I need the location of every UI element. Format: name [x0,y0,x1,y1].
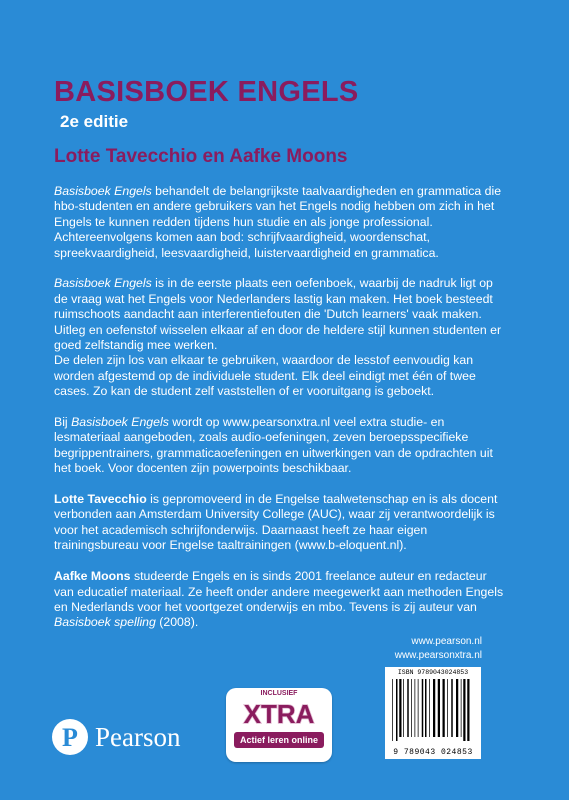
barcode-bar [443,679,445,737]
pearson-logo [52,717,180,757]
book-title-italic: Basisboek Engels [54,276,152,291]
barcode-bar [433,679,435,737]
author-bio-moons [54,569,504,631]
xtra-badge-icon [226,688,332,762]
back-cover-blurb [54,184,504,646]
barcode-bar [451,679,453,737]
blurb-text: is in de eerste plaats een oefenboek, waarbij de nadruk ligt op de vraag wat het Engels voor Nederlanders lastig kan maken. Het boek besteedt ruimschoots aandacht aan interferentiefouten die 'Dutch learners' vaak maken. Uitleg en oefenstof wisselen elkaar af en door de heldere stijl kunnen studenten er goed zelfstandig mee werken. [54,276,502,353]
barcode-bar [407,679,409,737]
blurb-text: Bij [54,415,72,430]
barcode-bar [429,679,430,737]
barcode-bar [447,679,448,737]
barcode-bar [461,679,462,737]
pearson-logo-letter: P [62,723,78,752]
other-book-title: Basisboek spelling [54,615,156,630]
author-bio-tavecchio [54,492,504,554]
isbn-digits: 9 789043 024853 [393,748,473,757]
book-title-italic: Basisboek Engels [71,415,169,430]
book-title-italic: Basisboek Engels [54,184,152,198]
barcode-bar [456,679,458,737]
barcode-bar [425,679,427,737]
barcode-bar [396,679,398,741]
blurb-paragraph-intro [54,184,504,261]
url-pearsonxtra: www.pearsonxtra.nl [394,649,482,661]
barcode-bar [463,679,465,741]
edition-label: 2e editie [60,112,129,131]
xtra-top-label: INCLUSIEF [260,690,298,697]
authors-line: Lotte Tavecchio en Aafke Moons [54,146,348,167]
barcode-bar [403,679,404,737]
author-name: Aafke Moons [54,569,131,584]
blurb-paragraph-parts: De delen zijn los van elkaar te gebruiken, waardoor de lesstof eenvoudig kan worden afgestemd op de individuele student. Elk deel eindigt met één of twee cases. Zo kan de student zelf vaststellen of er vooruitgang is geboekt. [54,353,476,399]
publisher-name: Pearson [95,721,181,752]
url-pearson: www.pearson.nl [411,636,482,647]
xtra-wordmark [234,699,324,727]
blurb-paragraph-exercise [54,276,504,353]
barcode-bar [438,679,440,737]
publisher-urls [395,635,482,662]
blurb-text: wordt op www.pearsonxtra.nl veel extra studie- en lesmateriaal aangeboden, zoals audio-oefeningen, zeven beroepsspecifieke begrippentrainers, grammaticaoefeningen en uitwerkingen van de opdrachten uit het boek. Voor docenten zijn powerpoints beschikbaar. [54,415,493,476]
barcode-bar [467,679,469,741]
barcode-bar [399,679,401,737]
blurb-paragraph-online [54,415,504,477]
book-title: BASISBOEK ENGELS [54,76,359,108]
barcode-bar [415,679,416,737]
barcode-icon [385,667,481,759]
barcode-bar [392,679,393,741]
xtra-word: XTRA [243,699,315,727]
barcode-bar [418,679,419,737]
barcode-bars [390,679,476,741]
blurb-text: behandelt de belangrijkste taalvaardigheden en grammatica die hbo-studenten en andere gebruikers van het Engels nodig hebben om zich in het Engels te kunnen redden tijdens hun studie en als jonge professional. Achtereenvolgens komen aan bod: schrijfvaardigheid, woordenschat, spreekvaardigheid, leesvaardigheid, luistervaardigheid en grammatica. [54,184,502,260]
barcode-bar [411,679,412,737]
bio-text: (2008). [155,615,199,630]
bio-text: studeerde Engels en is sinds 2001 freelance auteur en redacteur van educatief materiaal. Ze heeft onder andere meegewerkt aan methoden Engels en Nederlands voor het voortgezet onderwijs en mbo. Tevens is zij auteur van [54,569,504,614]
author-name: Lotte Tavecchio [54,492,147,507]
bio-text: is gepromoveerd in de Engelse taalwetenschap en is als docent verbonden aan Amsterdam University College (AUC), waar zij verantwoordelijk is voor het academisch schrijfonderwijs. Daarnaast heeft ze haar eigen trainingsbureau voor Engelse taaltrainingen (www.b-eloquent.nl). [54,492,498,553]
barcode-bar [422,679,424,737]
xtra-tagline: Actief leren online [234,732,324,748]
pearson-logo-icon [52,719,88,755]
isbn-label: ISBN 9789043024853 [397,669,469,676]
